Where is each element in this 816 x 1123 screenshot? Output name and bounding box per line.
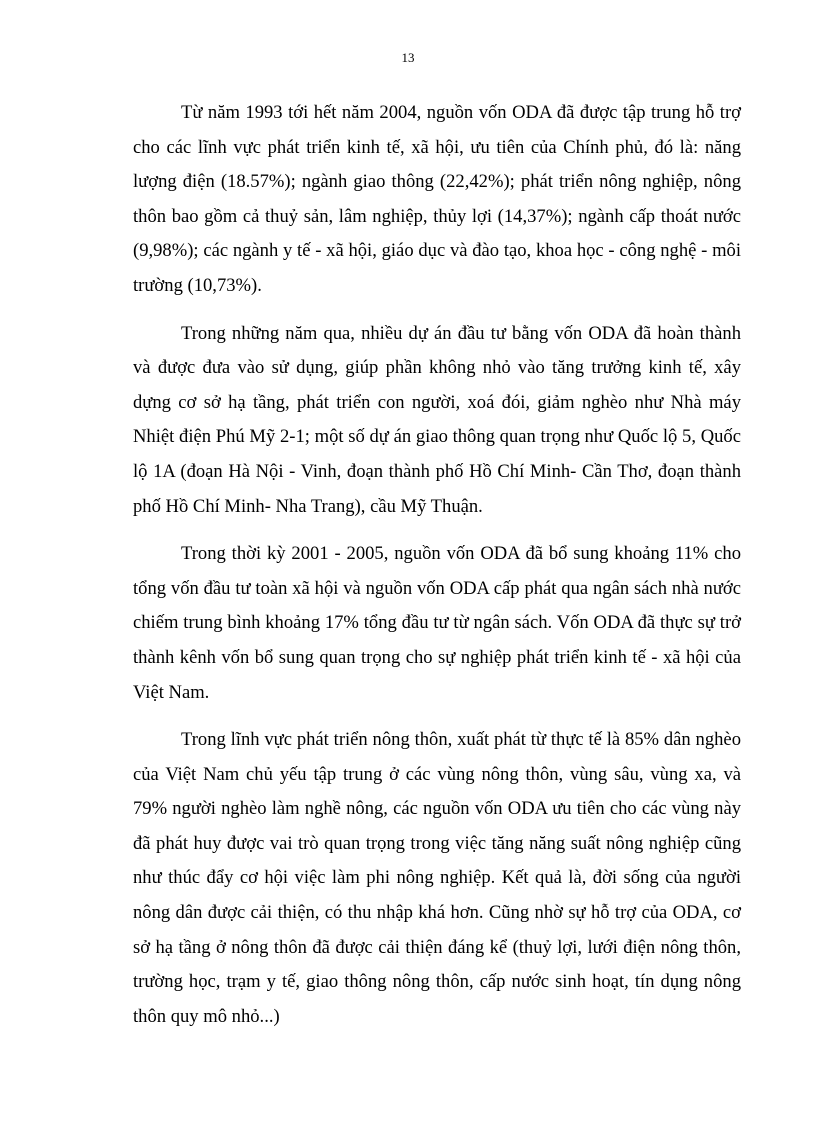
- paragraph-oda-sectors: Từ năm 1993 tới hết năm 2004, nguồn vốn ODA đã được tập trung hỗ trợ cho các lĩnh vực phát triển kinh tế, xã hội, ưu tiên của Chính phủ, đó là: năng lượng điện (18.57%); ngành giao thông (22,42%); phát triển nông nghiệp, nông thôn bao gồm cả thuỷ sản, lâm nghiệp, thủy lợi (14,37%); ngành cấp thoát nước (9,98%); các ngành y tế - xã hội, giáo dục và đào tạo, khoa học - công nghệ - môi trường (10,73%).: [133, 102, 741, 296]
- document-body: [133, 96, 741, 1047]
- paragraph-oda-projects: Trong những năm qua, nhiều dự án đầu tư bằng vốn ODA đã hoàn thành và được đưa vào sử dụng, giúp phần không nhỏ vào tăng trưởng kinh tế, xây dựng cơ sở hạ tầng, phát triển con người, xoá đói, giảm nghèo như Nhà máy Nhiệt điện Phú Mỹ 2-1; một số dự án giao thông quan trọng như Quốc lộ 5, Quốc lộ 1A (đoạn Hà Nội - Vinh, đoạn thành phố Hồ Chí Minh- Cần Thơ, đoạn thành phố Hồ Chí Minh- Nha Trang), cầu Mỹ Thuận.: [133, 322, 741, 517]
- paragraph-oda-2001-2005: Trong thời kỳ 2001 - 2005, nguồn vốn ODA đã bổ sung khoảng 11% cho tổng vốn đầu tư toàn xã hội và nguồn vốn ODA cấp phát qua ngân sách nhà nước chiếm trung bình khoảng 17% tổng đầu tư từ ngân sách. Vốn ODA đã thực sự trở thành kênh vốn bổ sung quan trọng cho sự nghiệp phát triển kinh tế - xã hội của Việt Nam.: [133, 543, 741, 703]
- page-number: 13: [401, 50, 415, 65]
- paragraph-rural-development: Trong lĩnh vực phát triển nông thôn, xuất phát từ thực tế là 85% dân nghèo của Việt Nam chủ yếu tập trung ở các vùng nông thôn, vùng sâu, vùng xa, và 79% người nghèo làm nghề nông, các nguồn vốn ODA ưu tiên cho các vùng này đã phát huy được vai trò quan trọng trong việc tăng năng suất nông nghiệp cũng như thúc đẩy cơ hội việc làm phi nông nghiệp. Kết quả là, đời sống của người nông dân được cải thiện, có thu nhập khá hơn. Cũng nhờ sự hỗ trợ của ODA, cơ sở hạ tầng ở nông thôn đã được cải thiện đáng kể (thuỷ lợi, lưới điện nông thôn, trường học, trạm y tế, giao thông nông thôn, cấp nước sinh hoạt, tín dụng nông thôn quy mô nhỏ...): [133, 729, 741, 1027]
